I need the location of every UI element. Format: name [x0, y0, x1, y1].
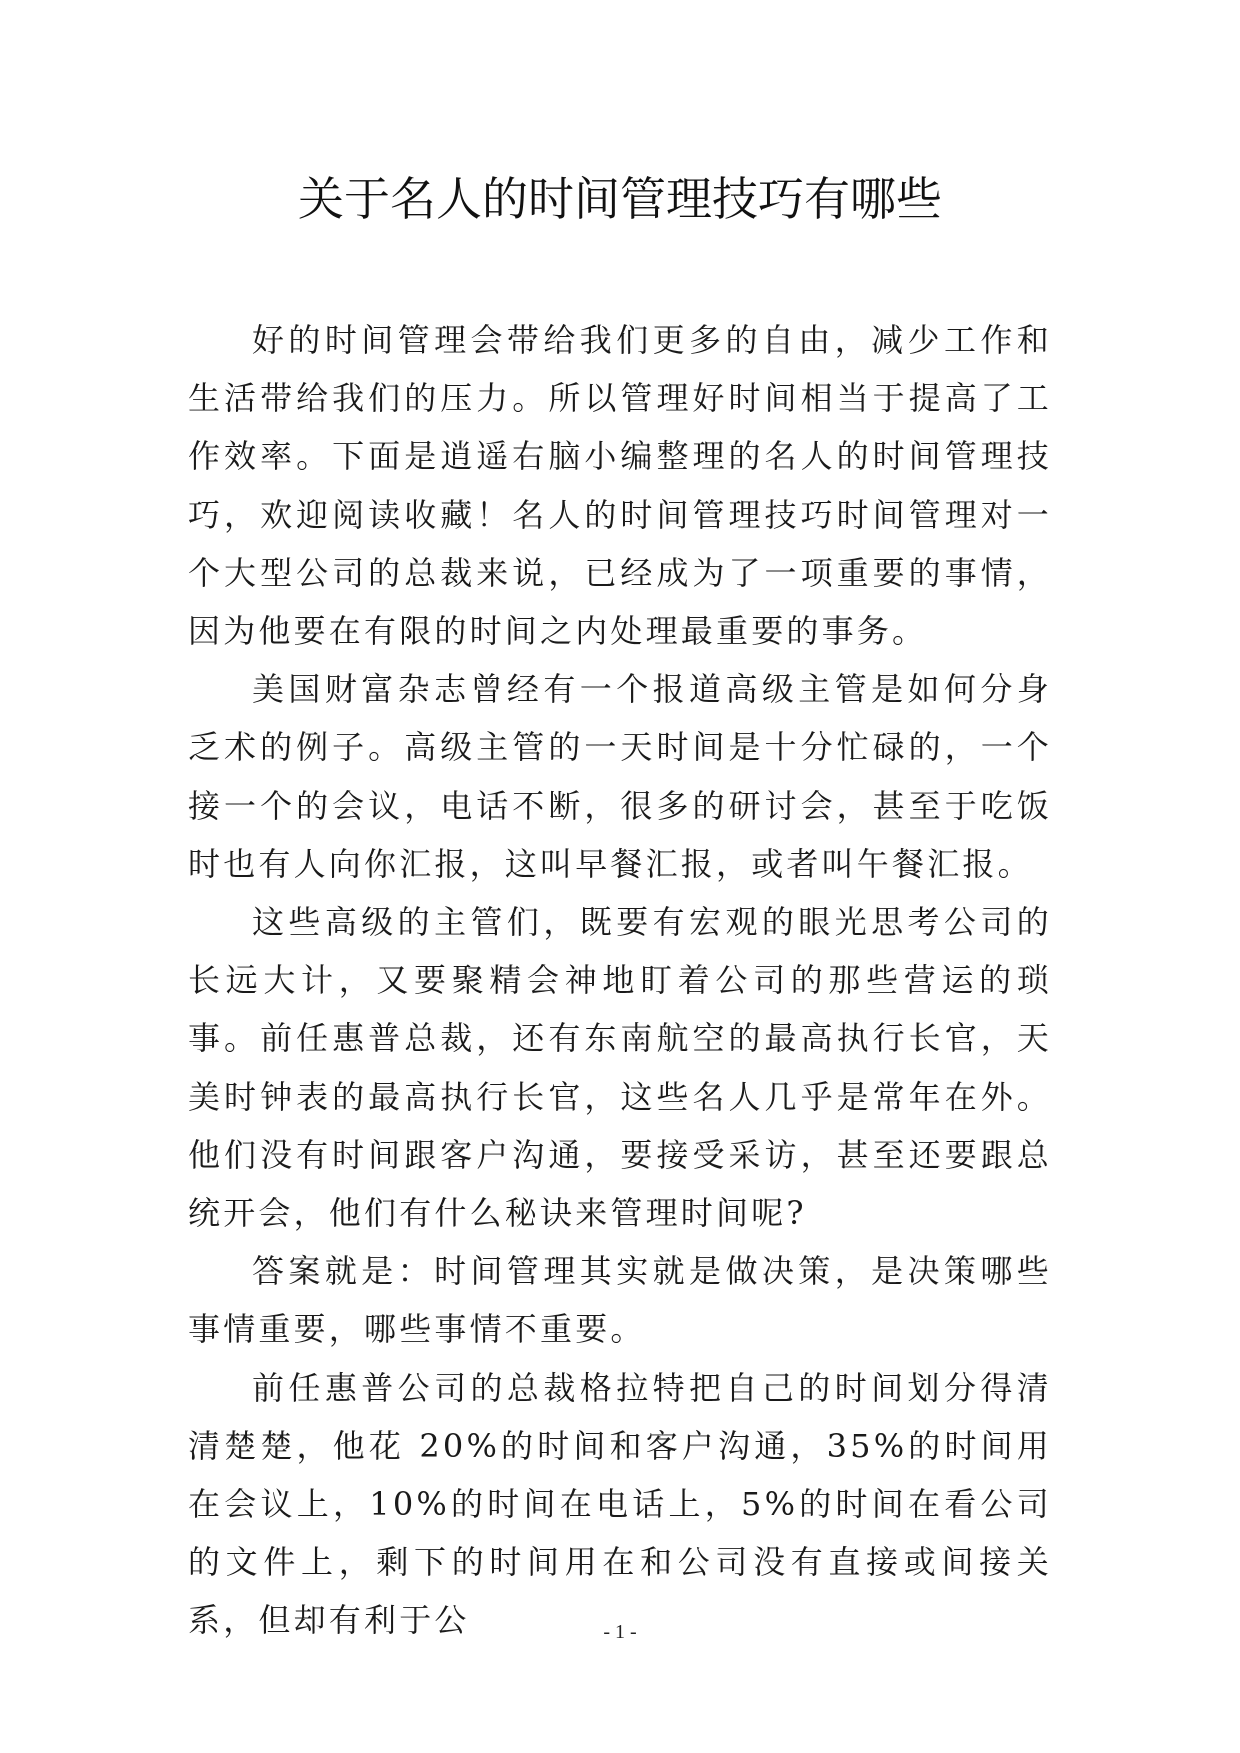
paragraph-executives: 这些高级的主管们，既要有宏观的眼光思考公司的长远大计，又要聚精会神地盯着公司的那些营运的琐事。前任惠普总裁，还有东南航空的最高执行长官，天美时钟表的最高执行长官，这些名人几乎是常年在外。他们没有时间跟客户沟通，要接受采访，甚至还要跟总统开会，他们有什么秘诀来管理时间呢? — [188, 903, 1052, 1233]
paragraph-answer: 答案就是：时间管理其实就是做决策，是决策哪些事情重要，哪些事情不重要。 — [188, 1252, 1052, 1349]
document-title: 关于名人的时间管理技巧有哪些 — [298, 172, 942, 226]
paragraph-hp-president: 前任惠普公司的总裁格拉特把自己的时间划分得清清楚楚，他花 20%的时间和客户沟通，35%的时间用在会议上，10%的时间在电话上，5%的时间在看公司的文件上，剩下的时间用在和公司没有直接或间接关系，但却有利于公 — [188, 1368, 1052, 1640]
paragraph-fortune-example: 美国财富杂志曾经有一个报道高级主管是如何分身乏术的例子。高级主管的一天时间是十分忙碌的，一个接一个的会议，电话不断，很多的研讨会，甚至于吃饭时也有人向你汇报，这叫早餐汇报，或者叫午餐汇报。 — [188, 670, 1052, 883]
document-body — [188, 311, 1052, 1650]
paragraph-intro: 好的时间管理会带给我们更多的自由，减少工作和生活带给我们的压力。所以管理好时间相当于提高了工作效率。下面是逍遥右脑小编整理的名人的时间管理技巧，欢迎阅读收藏！名人的时间管理技巧时间管理对一个大型公司的总裁来说，已经成为了一项重要的事情，因为他要在有限的时间之内处理最重要的事务。 — [188, 321, 1052, 651]
page-number: - 1 - — [603, 1621, 637, 1643]
